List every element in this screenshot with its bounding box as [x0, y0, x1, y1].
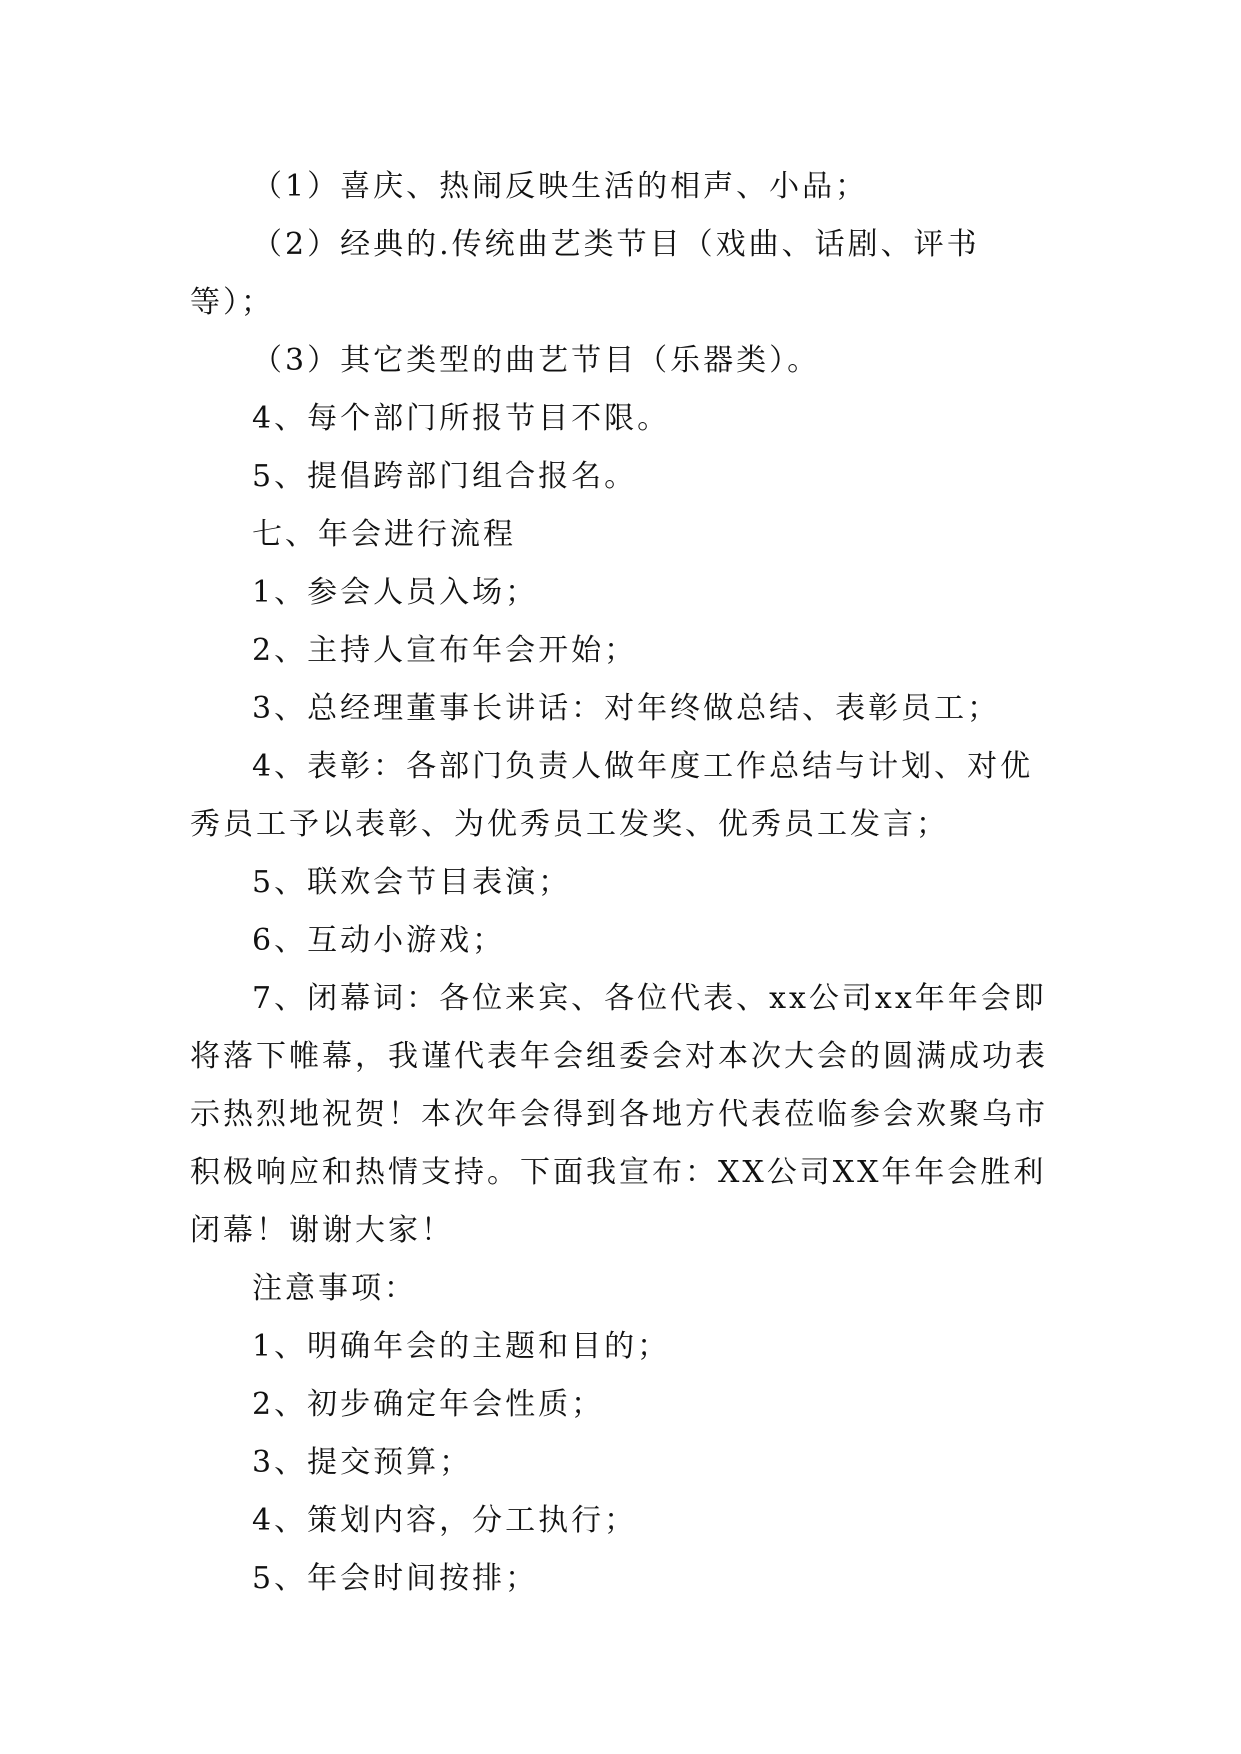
paragraph-process-2: 2、主持人宣布年会开始；: [252, 633, 638, 668]
paragraph-program-type-3: （3）其它类型的曲艺节目（乐器类）。: [252, 343, 821, 378]
paragraph-process-5: 5、联欢会节目表演；: [252, 865, 572, 900]
paragraph-process-4: 4、表彰：各部门负责人做年度工作总结与计划、对优秀员工予以表彰、为优秀员工发奖、优秀员工发言；: [190, 749, 1034, 842]
document-body: [190, 158, 1060, 1608]
paragraph-note-5: 5、年会时间按排；: [252, 1561, 539, 1596]
paragraph-rule-5: 5、提倡跨部门组合报名。: [252, 459, 638, 494]
paragraph-process-1: 1、参会人员入场；: [252, 575, 539, 610]
paragraph-process-6: 6、互动小游戏；: [252, 923, 506, 958]
paragraph-program-type-2: （2）经典的.传统曲艺类节目（戏曲、话剧、评书等）；: [190, 227, 980, 320]
paragraph-note-3: 3、提交预算；: [252, 1445, 473, 1480]
paragraph-process-7: 7、闭幕词：各位来宾、各位代表、xx公司xx年年会即将落下帷幕，我谨代表年会组委会对本次大会的圆满成功表示热烈地祝贺！本次年会得到各地方代表莅临参会欢聚乌市积极响应和热情支持。下面我宣布：XX公司XX年年会胜利闭幕！谢谢大家！: [190, 981, 1048, 1248]
paragraph-note-4: 4、策划内容，分工执行；: [252, 1503, 638, 1538]
section-heading-notes: 注意事项：: [252, 1271, 417, 1306]
paragraph-note-1: 1、明确年会的主题和目的；: [252, 1329, 671, 1364]
paragraph-process-3: 3、总经理董事长讲话：对年终做总结、表彰员工；: [252, 691, 1001, 726]
paragraph-rule-4: 4、每个部门所报节目不限。: [252, 401, 671, 436]
section-heading-process: 七、年会进行流程: [252, 517, 516, 552]
paragraph-program-type-1: （1）喜庆、热闹反映生活的相声、小品；: [252, 169, 869, 204]
paragraph-note-2: 2、初步确定年会性质；: [252, 1387, 605, 1422]
